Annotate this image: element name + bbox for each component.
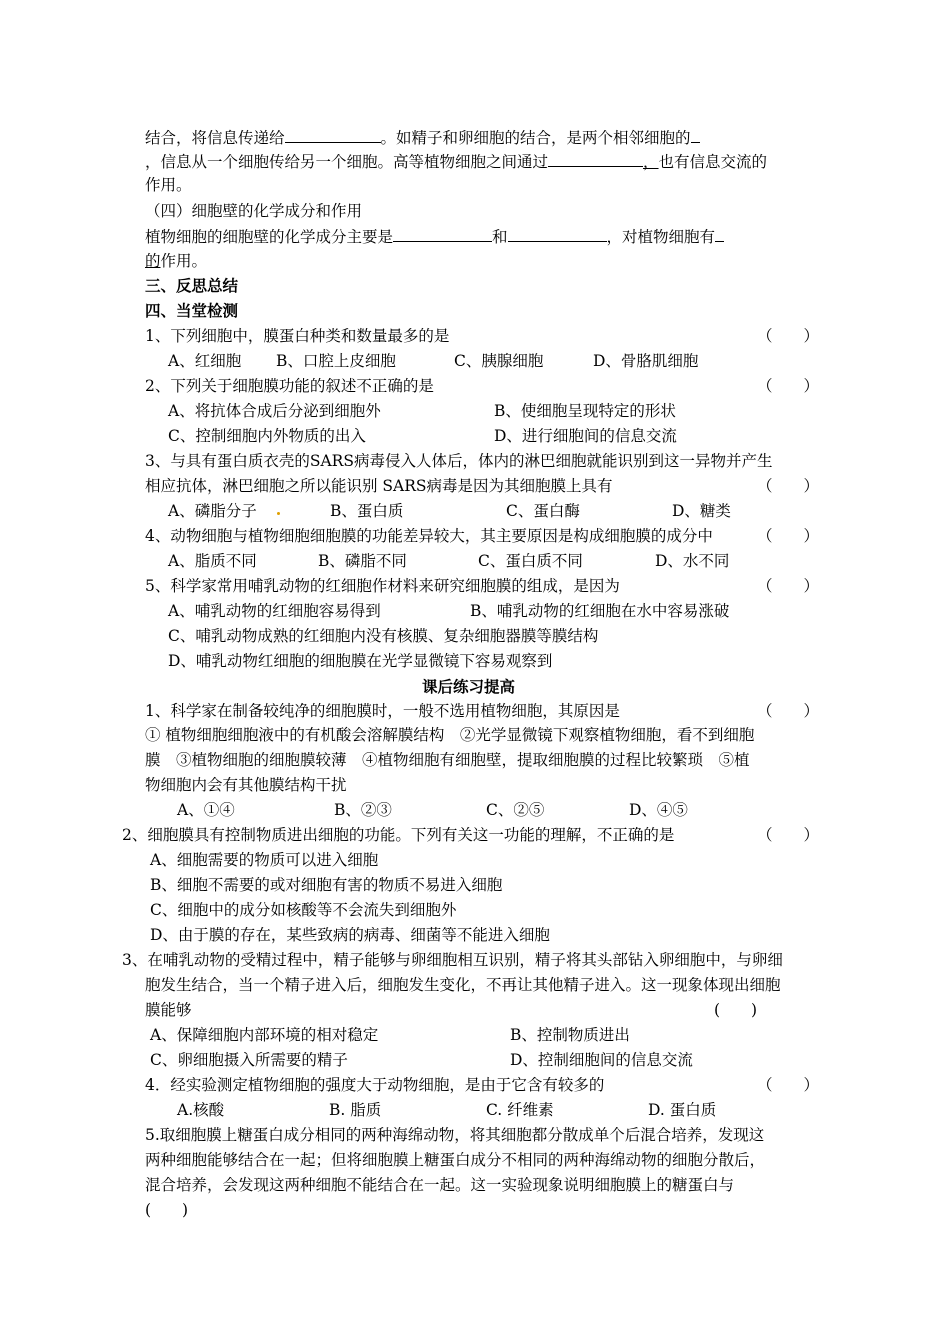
answer-bracket: （ ） [757,477,820,495]
after-5-line-4: ( ) [145,1201,189,1219]
quiz-5-stem: 5、科学家常用哺乳动物的红细胞作材料来研究细胞膜的组成，是因为 [145,577,620,595]
quiz-4-option-d: D、水不同 [655,552,730,570]
after-2-stem: 2、细胞膜具有控制物质进出细胞的功能。下列有关这一功能的理解，不正确的是 [122,826,675,844]
quiz-3-option-c: C、蛋白酶 [506,502,580,520]
text: 。如精子和卵细胞的结合，是两个相邻细胞的 [380,129,691,147]
after-1-line-2: 膜 ③植物细胞的细胞膜较薄 ④植物细胞有细胞壁，提取细胞膜的过程比较繁琐 ⑤植 [145,751,750,769]
answer-bracket: （ ） [757,527,820,545]
after-2-option-c: C、细胞中的成分如核酸等不会流失到细胞外 [150,901,457,919]
after-1-option-c: C、②⑤ [486,801,545,819]
after-4-option-a: A.核酸 [177,1101,225,1119]
after-4-option-b: B. 脂质 [329,1101,382,1119]
after-1-line-1: ① 植物细胞细胞液中的有机酸会溶解膜结构 ②光学显微镜下观察植物细胞，看不到细胞 [145,726,755,744]
blank-line [548,150,643,167]
blank-line [393,225,492,242]
quiz-4-stem: 4、动物细胞与植物细胞细胞膜的功能差异较大，其主要原因是构成细胞膜的成分中 [145,527,713,545]
after-2-option-d: D、由于膜的存在，某些致病的病毒、细菌等不能进入细胞 [150,926,550,944]
stray-mark [277,512,280,515]
quiz-5-option-a: A、哺乳动物的红细胞容易得到 [168,602,381,620]
section4-heading: （四）细胞壁的化学成分和作用 [145,202,363,220]
after-3-option-d: D、控制细胞间的信息交流 [510,1051,693,1069]
after-3-line-1: 3、在哺乳动物的受精过程中，精子能够与卵细胞相互识别，精子将其头部钻入卵细胞中，与卵细 [122,951,783,969]
blank-line [715,225,724,242]
quiz-1-stem: 1、下列细胞中，膜蛋白种类和数量最多的是 [145,327,450,345]
after-2-option-b: B、细胞不需要的或对细胞有害的物质不易进入细胞 [150,876,503,894]
heading-reflection: 三、反思总结 [145,277,239,295]
answer-bracket: ( ) [714,1001,758,1019]
quiz-2-option-c: C、控制细胞内外物质的出入 [168,427,366,445]
after-3-option-a: A、保障细胞内部环境的相对稳定 [150,1026,379,1044]
answer-bracket: （ ） [757,826,820,844]
after-1-option-b: B、②③ [334,801,392,819]
section4-line-2 [145,250,207,272]
blank-line [285,126,381,143]
text: ，信息从一个细胞传给另一个细胞。高等植物细胞之间通过 [145,153,549,171]
answer-bracket: （ ） [757,577,820,595]
after-4-option-c: C. 纤维素 [486,1101,554,1119]
quiz-1-option-a: A、红细胞 [168,352,242,370]
after-5-line-2: 两种细胞能够结合在一起；但将细胞膜上糖蛋白成分不相同的两种海绵动物的细胞分散后， [145,1151,766,1169]
quiz-5-option-c: C、哺乳动物成熟的红细胞内没有核膜、复杂细胞器膜等膜结构 [168,627,599,645]
quiz-2-option-a: A、将抗体合成后分泌到细胞外 [168,402,381,420]
blank-line [508,225,607,242]
text: 的 [145,252,161,270]
after-1-line-3: 物细胞内会有其他膜结构干扰 [145,776,347,794]
quiz-1-option-c: C、胰腺细胞 [454,352,544,370]
quiz-1-option-b: B、口腔上皮细胞 [276,352,396,370]
quiz-4-option-a: A、脂质不同 [168,552,257,570]
quiz-5-option-b: B、哺乳动物的红细胞在水中容易涨破 [470,602,730,620]
text: 也有信息交流的 [658,153,768,171]
text: ， [643,153,659,171]
quiz-2-option-d: D、进行细胞间的信息交流 [494,427,677,445]
quiz-4-option-c: C、蛋白质不同 [478,552,583,570]
text: 植物细胞的细胞壁的化学成分主要是 [145,228,394,246]
text: 作用。 [160,252,208,270]
quiz-3-stem-line-1: 3、与具有蛋白质衣壳的SARS病毒侵入人体后，体内的淋巴细胞就能识别到这一异物并产生 [145,452,773,470]
after-3-line-2: 胞发生结合，当一个精子进入后，细胞发生变化，不再让其他精子进入。这一现象体现出细胞 [145,976,781,994]
after-4-stem: 4．经实验测定植物细胞的强度大于动物细胞，是由于它含有较多的 [145,1076,605,1094]
after-class-title: 课后练习提高 [422,678,516,696]
answer-bracket: （ ） [757,377,820,395]
answer-bracket: （ ） [757,702,820,720]
quiz-1-option-d: D、骨胳肌细胞 [593,352,699,370]
section4-line-1 [145,225,724,248]
after-3-option-b: B、控制物质进出 [510,1026,630,1044]
after-1-option-d: D、④⑤ [629,801,688,819]
text: ，对植物细胞有 [606,228,716,246]
after-2-option-a: A、细胞需要的物质可以进入细胞 [150,851,379,869]
quiz-3-option-d: D、糖类 [672,502,731,520]
after-1-option-a: A、①④ [177,801,235,819]
quiz-5-option-d: D、哺乳动物红细胞的细胞膜在光学显微镜下容易观察到 [168,652,553,670]
blank-line [691,126,700,143]
after-5-line-1: 5.取细胞膜上糖蛋白成分相同的两种海绵动物，将其细胞都分散成单个后混合培养，发现这 [145,1126,765,1144]
text: 结合，将信息传递给 [145,129,285,147]
quiz-3-stem-line-2: 相应抗体，淋巴细胞之所以能识别 SARS病毒是因为其细胞膜上具有 [145,477,613,495]
quiz-2-option-b: B、使细胞呈现特定的形状 [494,402,676,420]
quiz-3-option-a: A、磷脂分子 [168,502,257,520]
answer-bracket: （ ） [757,327,820,345]
intro-line-3: 作用。 [145,176,192,194]
heading-in-class-test: 四、当堂检测 [145,302,239,320]
after-4-option-d: D. 蛋白质 [648,1101,717,1119]
after-3-option-c: C、卵细胞摄入所需要的精子 [150,1051,348,1069]
quiz-2-stem: 2、下列关于细胞膜功能的叙述不正确的是 [145,377,434,395]
intro-line-2 [145,150,767,173]
after-1-stem: 1、科学家在制备较纯净的细胞膜时，一般不选用植物细胞，其原因是 [145,702,620,720]
intro-line-1 [145,126,700,149]
text: 和 [492,228,508,246]
after-3-line-3: 膜能够 [145,1001,192,1019]
quiz-4-option-b: B、磷脂不同 [318,552,407,570]
quiz-3-option-b: B、蛋白质 [330,502,404,520]
after-5-line-3: 混合培养，会发现这两种细胞不能结合在一起。这一实验现象说明细胞膜上的糖蛋白与 [145,1176,735,1194]
answer-bracket: （ ） [757,1076,820,1094]
